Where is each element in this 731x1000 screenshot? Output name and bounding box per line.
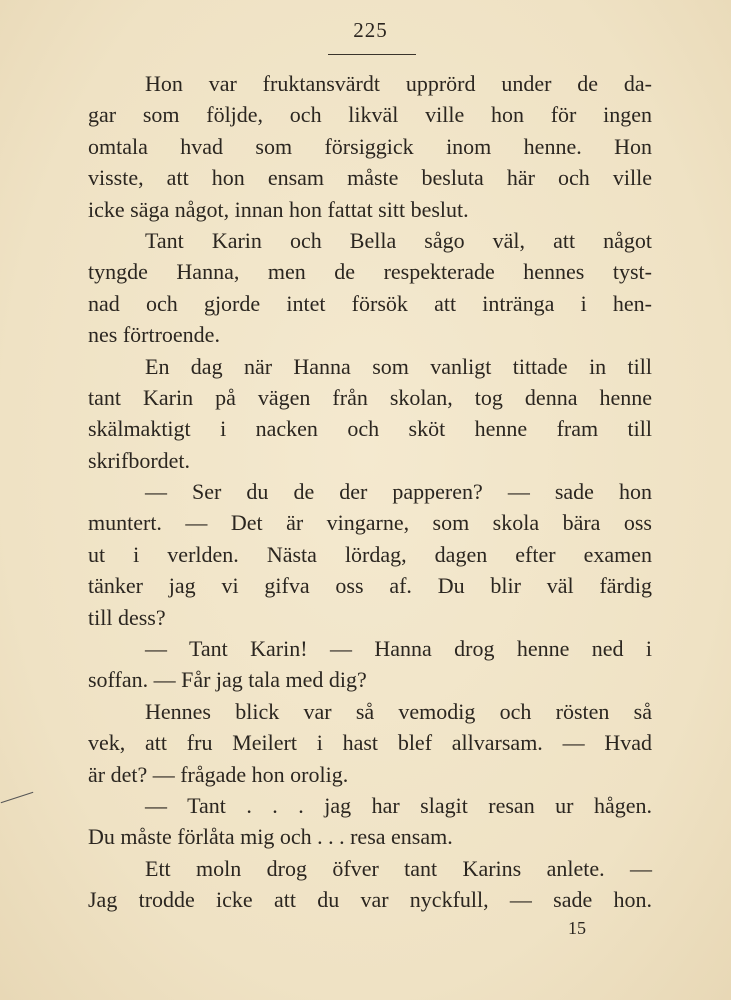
page-number: 225 (353, 18, 388, 42)
text-line: soffan. — Får jag tala med dig? (88, 667, 367, 693)
text-line: till dess? (88, 604, 166, 630)
text-line: Hennes blick var så vemodig och rösten så (145, 698, 652, 724)
text-line: skälmaktigt i nacken och sköt henne fram till (88, 416, 652, 442)
text-line: tänker jag vi gifva oss af. Du blir väl färdig (88, 573, 652, 599)
text-line: nes förtroende. (88, 322, 220, 348)
text-line: tant Karin på vägen från skolan, tog denna henne (88, 384, 652, 410)
text-line: — Tant . . . jag har slagit resan ur hågen. (145, 792, 652, 818)
header-rule (328, 54, 416, 55)
text-line: Ett moln drog öfver tant Karins anlete. — (145, 855, 652, 881)
text-line: gar som följde, och likväl ville hon för ingen (88, 102, 652, 128)
text-line: En dag när Hanna som vanligt tittade in till (145, 353, 652, 379)
text-line: Du måste förlåta mig och . . . resa ensam. (88, 824, 453, 850)
text-line: vek, att fru Meilert i hast blef allvarsam. — Hvad (88, 730, 652, 756)
text-line: ut i verlden. Nästa lördag, dagen efter examen (88, 541, 652, 567)
text-line: Hon var fruktansvärdt upprörd under de da- (145, 71, 652, 96)
text-line: tyngde Hanna, men de respekterade hennes tyst- (88, 259, 652, 285)
margin-mark (1, 792, 34, 803)
text-line: nad och gjorde intet försök att intränga i hen- (88, 290, 652, 316)
text-line: är det? — frågade hon orolig. (88, 761, 349, 787)
text-line: icke säga något, innan hon fattat sitt beslut. (88, 196, 469, 222)
body-text (88, 68, 652, 916)
text-line: Jag trodde icke att du var nyckfull, — sade hon. (88, 887, 652, 913)
text-line: — Ser du de der papperen? — sade hon (145, 479, 652, 505)
text-line: skrifbordet. (88, 447, 191, 473)
text-line: visste, att hon ensam måste besluta här och ville (88, 165, 652, 191)
text-line: muntert. — Det är vingarne, som skola bära oss (88, 510, 652, 536)
text-line: omtala hvad som försiggick inom henne. Hon (88, 133, 652, 159)
text-line: — Tant Karin! — Hanna drog henne ned i (145, 636, 652, 662)
text-line: Tant Karin och Bella sågo väl, att något (145, 227, 652, 253)
signature-mark: 15 (568, 918, 586, 938)
